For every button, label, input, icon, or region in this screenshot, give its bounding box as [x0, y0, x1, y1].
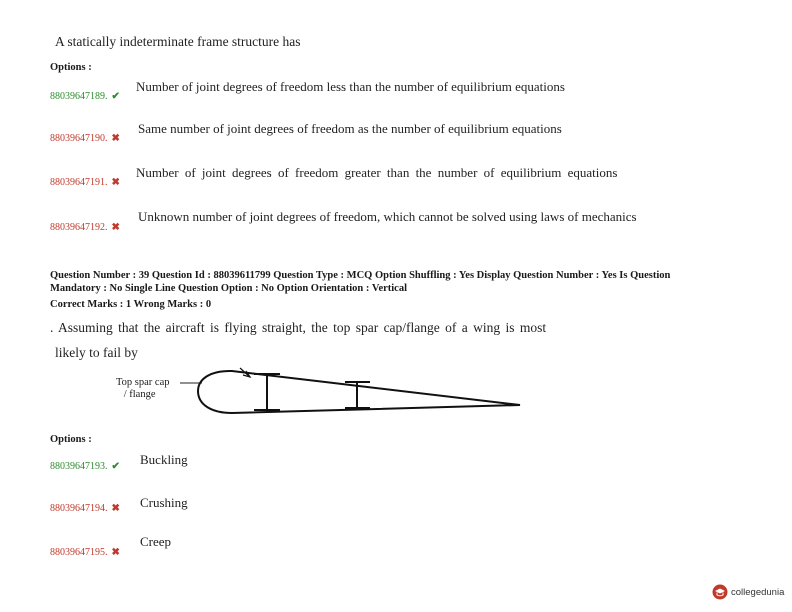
logo-text: collegedunia [731, 586, 785, 598]
check-icon: ✔ [111, 91, 120, 102]
option-id [50, 547, 120, 558]
figure-label [116, 377, 170, 401]
question-marks: Correct Marks : 1 Wrong Marks : 0 [50, 299, 212, 310]
option-text: Buckling [140, 452, 188, 467]
check-icon: ✔ [111, 461, 120, 472]
collegedunia-logo [712, 584, 784, 600]
wing-section-diagram [170, 365, 530, 420]
option-id-number: 88039647193. [50, 461, 108, 472]
option-id-number: 88039647195. [50, 547, 108, 558]
cross-icon: ✖ [111, 222, 120, 233]
question-meta-line1: Question Number : 39 Question Id : 88039611799 Question Type : MCQ Option Shuffling : Yes Display Question Number : Yes Is Question [50, 270, 671, 281]
option-id-number: 88039647189. [50, 91, 108, 102]
option-text: Same number of joint degrees of freedom as the number of equilibrium equations [138, 121, 562, 136]
option-id [50, 133, 120, 144]
option-id [50, 461, 120, 472]
option-id [50, 503, 120, 514]
option-text: Number of joint degrees of freedom less than the number of equilibrium equations [136, 79, 565, 94]
option-id-number: 88039647190. [50, 133, 108, 144]
question-text: A statically indeterminate frame structure has [55, 34, 301, 49]
option-text: Creep [140, 534, 172, 549]
question-meta-line2: Mandatory : No Single Line Question Option : No Option Orientation : Vertical [50, 283, 408, 294]
question-text-cont: likely to fail by [55, 345, 138, 360]
option-id-number: 88039647194. [50, 503, 108, 514]
option-id-number: 88039647191. [50, 177, 108, 188]
option-id [50, 177, 120, 188]
options-label: Options : [50, 62, 92, 73]
cross-icon: ✖ [111, 503, 120, 514]
option-text: Number of joint degrees of freedom greater than the number of equilibrium equations [136, 165, 618, 180]
option-id [50, 222, 120, 233]
option-id [50, 91, 120, 102]
cross-icon: ✖ [111, 547, 120, 558]
cross-icon: ✖ [111, 177, 120, 188]
figure-label-line1: Top spar cap [116, 377, 170, 388]
option-id-number: 88039647192. [50, 222, 108, 233]
cross-icon: ✖ [111, 133, 120, 144]
option-text: Unknown number of joint degrees of freedom, which cannot be solved using laws of mechanics [138, 209, 637, 224]
figure-label-line2: / flange [123, 389, 156, 400]
logo-icon [712, 584, 728, 600]
option-text: Crushing [140, 495, 188, 510]
options-label: Options : [50, 434, 92, 445]
question-text: . Assuming that the aircraft is flying straight, the top spar cap/flange of a wing is most [50, 320, 547, 335]
